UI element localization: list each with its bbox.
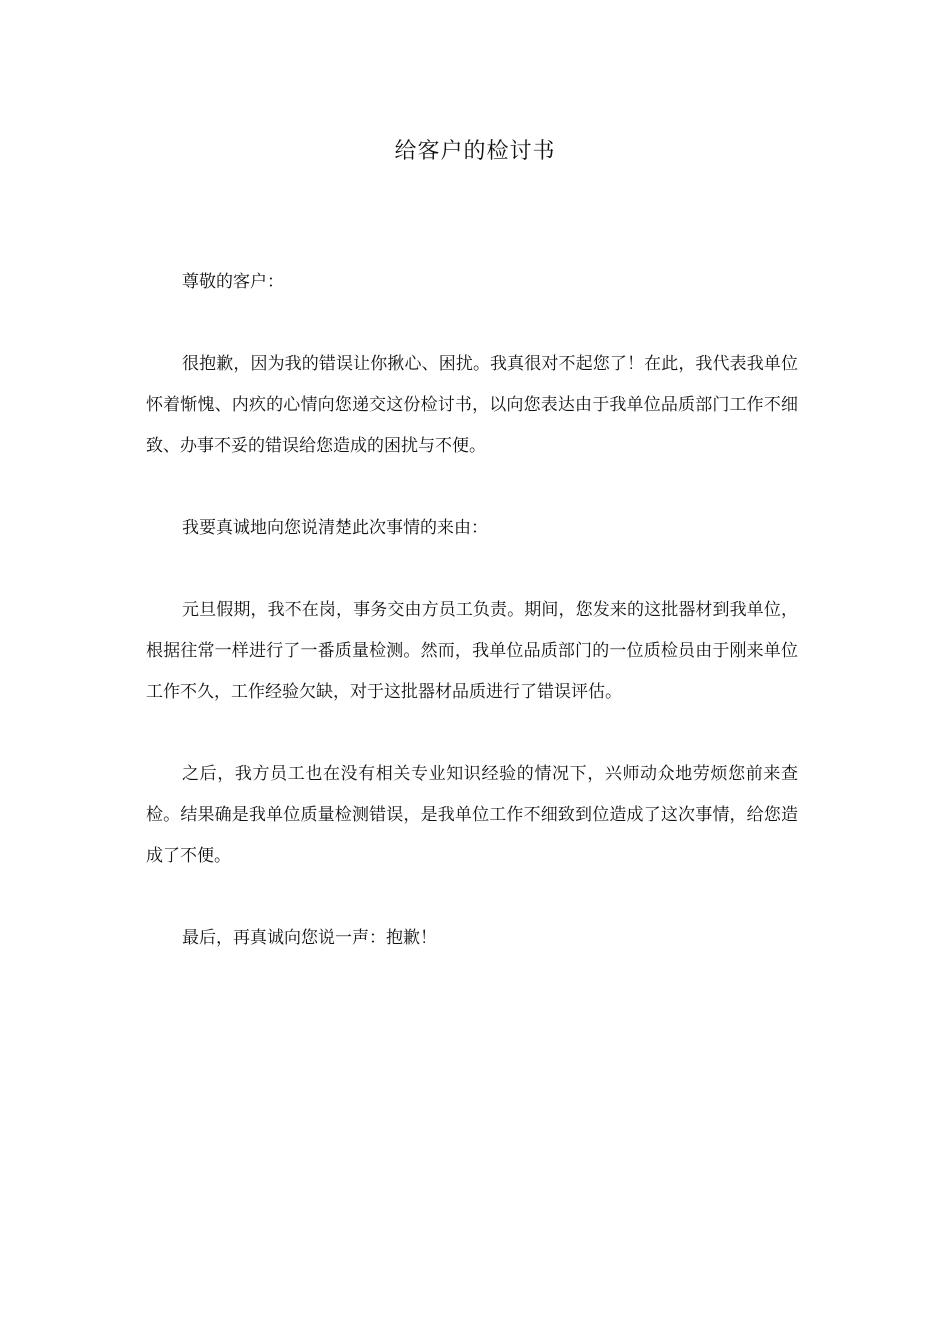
document-body [146,262,798,959]
paragraph-events: 元旦假期，我不在岗，事务交由方员工负责。期间，您发来的这批器材到我单位，根据往常一样进行了一番质量检测。然而，我单位品质部门的一位质检员由于刚来单位工作不久，工作经验欠缺，对于这批器材品质进行了错误评估。 [146,600,798,702]
salutation: 尊敬的客户： [182,272,284,292]
paragraph-consequence: 之后，我方员工也在没有相关专业知识经验的情况下，兴师动众地劳烦您前来查检。结果确是我单位质量检测错误，是我单位工作不细致到位造成了这次事情，给您造成了不便。 [146,764,798,866]
paragraph-apology: 很抱歉，因为我的错误让你揪心、困扰。我真很对不起您了！在此，我代表我单位怀着惭愧、内疚的心情向您递交这份检讨书，以向您表达由于我单位品质部门工作不细致、办事不妥的错误给您造成的困扰与不便。 [146,354,798,456]
paragraph-closing: 最后，再真诚向您说一声：抱歉！ [182,928,437,948]
document-title: 给客户的检讨书 [394,139,556,164]
paragraph-intro: 我要真诚地向您说清楚此次事情的来由： [182,518,488,538]
